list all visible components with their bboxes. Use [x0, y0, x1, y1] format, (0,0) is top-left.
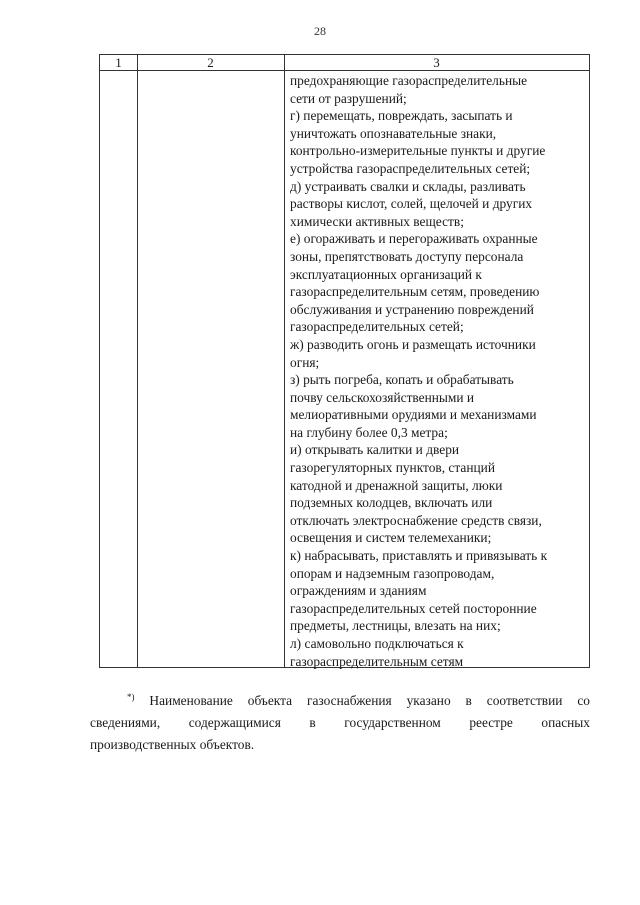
col3-line: л) самовольно подключаться к	[290, 636, 464, 651]
col3-line: на глубину более 0,3 метра;	[290, 424, 448, 440]
col3-line: з) рыть погреба, копать и обрабатывать	[290, 372, 514, 388]
col3-line: газорегуляторных пунктов, станций	[290, 460, 496, 476]
col3-line: предохраняющие газораспределительные	[290, 73, 528, 88]
col3-line: газораспределительным сетям, проведению	[290, 284, 540, 300]
col3-line: мелиоративными орудиями и механизмами	[290, 407, 537, 423]
col3-line: катодной и дренажной защиты, люки	[290, 477, 503, 493]
col3-line: е) огораживать и перегораживать охранные	[290, 231, 538, 247]
col3-line: обслуживания и устранению повреждений	[290, 301, 534, 317]
col3-line: ограждениям и зданиям	[290, 583, 427, 599]
footnote-line-3: производственных объектов.	[90, 737, 255, 752]
col3-line: почву сельскохозяйственными и	[290, 389, 475, 405]
col3-line: опорам и надземным газопроводам,	[290, 565, 495, 581]
col3-line: устройства газораспределительных сетей;	[290, 160, 531, 176]
footnote-marker: *)	[127, 692, 135, 702]
footnote-line-1	[90, 686, 590, 712]
col3-line: подземных колодцев, включать или	[290, 495, 493, 511]
col3-line: зоны, препятствовать доступу персонала	[290, 248, 524, 264]
col3-line: освещения и систем телемеханики;	[290, 530, 492, 546]
footnote-line-1-text: Наименование объекта газоснабжения указано в соответствии со	[149, 693, 591, 708]
col3-cell-text	[290, 72, 588, 670]
header-col-2: 2	[207, 55, 214, 70]
col3-line: эксплуатационных организаций к	[290, 266, 482, 282]
col3-line: к) набрасывать, приставлять и привязывать к	[290, 548, 548, 564]
col3-line: д) устраивать свалки и склады, разливать	[290, 178, 526, 194]
col3-line: огня;	[290, 354, 320, 370]
col3-line: растворы кислот, солей, щелочей и других	[290, 196, 533, 212]
col3-line: ж) разводить огонь и размещать источники	[290, 336, 536, 352]
col3-line: отключать электроснабжение средств связи,	[290, 512, 542, 528]
col3-line: контрольно-измерительные пункты и другие	[290, 143, 546, 159]
footnote-line-2: сведениями, содержащимися в государственном реестре опасных	[90, 715, 590, 730]
col3-line: предметы, лестницы, влезать на них;	[290, 618, 501, 634]
col3-line: сети от разрушений;	[290, 90, 407, 106]
column-divider-1	[137, 55, 138, 667]
page-number: 28	[314, 24, 326, 38]
col3-line: химически активных веществ;	[290, 213, 464, 229]
column-divider-2	[284, 55, 285, 667]
col3-line: газораспределительных сетей;	[290, 319, 464, 335]
header-col-1: 1	[115, 55, 122, 70]
col3-line: газораспределительным сетям	[290, 653, 464, 669]
col3-line: газораспределительных сетей посторонние	[290, 600, 537, 616]
requirements-table	[99, 54, 590, 668]
header-col-3: 3	[433, 55, 440, 70]
col3-line: г) перемещать, повреждать, засыпать и	[290, 108, 513, 124]
col3-line: и) открывать калитки и двери	[290, 442, 460, 458]
footnote	[90, 686, 590, 756]
col3-line: уничтожать опознавательные знаки,	[290, 125, 497, 141]
